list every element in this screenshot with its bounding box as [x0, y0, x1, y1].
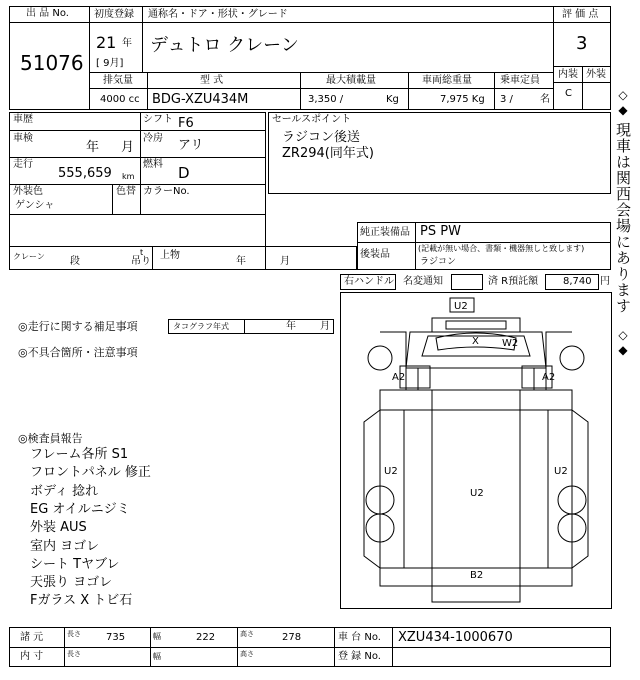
tacho-month-unit: 月: [320, 321, 330, 332]
displacement-value: 4000 cc: [100, 94, 140, 105]
crane-lift-top: t: [140, 248, 144, 257]
capacity-unit: 名: [540, 94, 550, 105]
crane-label: クレーン: [13, 252, 45, 261]
gvw-value: 7,975 Kg: [440, 94, 485, 105]
report-line: ボディ 捻れ: [30, 484, 99, 499]
diagram-mark-rear: B2: [470, 570, 484, 581]
equipment-label: 純正装備品: [360, 227, 410, 238]
driving-notes-label: ◎走行に関する補足事項: [18, 320, 138, 333]
sales-line-2: ZR294(同年式): [282, 146, 374, 161]
capacity-value: 3 /: [500, 94, 513, 105]
diagram-mark-glass: X: [472, 336, 479, 347]
color-value: ゲンシャ: [15, 200, 55, 211]
chassis-label: 車 台 No.: [338, 632, 381, 643]
exterior-label: 外装: [586, 69, 606, 80]
fuel-label: 燃料: [143, 159, 163, 170]
mileage-label: 走行: [13, 159, 33, 170]
width-label: 幅: [153, 632, 161, 641]
fuel-value: D: [178, 164, 190, 182]
shift-value: F6: [178, 116, 194, 131]
shift-label: シフト: [143, 114, 173, 125]
interior-grade: C: [565, 88, 572, 99]
lot-label: 出 品 No.: [26, 8, 69, 19]
recycle-amount: 8,740: [563, 276, 592, 287]
chassis-value: XZU434-1000670: [398, 630, 513, 645]
sales-label: セールスポイント: [272, 114, 352, 125]
displacement-label: 排気量: [103, 75, 133, 86]
model-label: 通称名・ドア・形状・グレード: [148, 9, 288, 20]
diagram-mark-left-front: A2: [392, 372, 406, 383]
history-label: 車歴: [13, 114, 33, 125]
inner-height-label: 高さ: [240, 650, 254, 658]
diagram-mark-left-side: U2: [384, 466, 398, 477]
right-handle: 右ハンドル: [344, 276, 394, 287]
report-line: フロントパネル 修正: [30, 465, 151, 480]
reg-month: [ 9月]: [96, 58, 124, 69]
report-line: 外装 AUS: [30, 520, 87, 535]
length-value: 735: [106, 632, 126, 643]
recycle-yen: 円: [600, 276, 610, 287]
aftermarket-value: ラジコン: [420, 257, 457, 267]
score-value: 3: [576, 33, 588, 54]
upper-year-unit: 年: [236, 256, 246, 267]
type-value: BDG-XZU434M: [152, 92, 249, 107]
upper-month-unit: 月: [280, 256, 290, 267]
side-marks-bottom: ◇◆: [616, 328, 630, 358]
interior-label: 内装: [558, 69, 578, 80]
equipment-value: PS PW: [420, 224, 461, 239]
mileage-value: 555,659: [58, 166, 112, 181]
height-value: 278: [282, 632, 302, 643]
load-value: 3,350 /: [308, 94, 344, 105]
dims-label: 諸 元: [20, 632, 44, 643]
inner-width-label: 幅: [153, 652, 161, 661]
inspection-month-unit: 月: [121, 140, 135, 155]
sales-line-1: ラジコン後送: [282, 130, 361, 145]
recycle-label: 済 R預託額: [488, 276, 539, 287]
mileage-unit: km: [122, 172, 135, 181]
color-label: 外装色: [13, 186, 43, 197]
diagram-mark-top: U2: [454, 301, 468, 312]
lot-number: 51076: [20, 51, 84, 75]
color-code-label: カラーNo.: [143, 186, 190, 197]
diagram-mark-right-side: U2: [554, 466, 568, 477]
inner-length-label: 長さ: [67, 650, 81, 658]
ac-value: アリ: [178, 138, 204, 153]
length-label: 長さ: [67, 630, 81, 638]
diagram-mark-right-front: A2: [542, 372, 556, 383]
report-line: EG オイルニジミ: [30, 502, 130, 517]
first-reg-label: 初度登録: [94, 9, 134, 20]
tachograph-label: タコグラフ年式: [173, 322, 229, 331]
load-unit: Kg: [386, 94, 399, 105]
ac-label: 冷房: [143, 133, 163, 144]
tacho-year-unit: 年: [286, 321, 296, 332]
upper-label: 上物: [160, 250, 180, 261]
side-notice-text: 現車は関西会場にあります: [614, 122, 632, 314]
color-change-label: 色替: [116, 186, 136, 197]
aftermarket-label: 後装品: [360, 249, 390, 260]
side-marks-top: ◇◆: [616, 88, 630, 118]
capacity-label: 乗車定員: [500, 75, 540, 86]
defects-label: ◎不具合箇所・注意事項: [18, 346, 138, 359]
report-line: Fガラス X トビ石: [30, 593, 133, 608]
inspection-label: 車検: [13, 133, 33, 144]
type-label: 型 式: [200, 75, 224, 86]
reg-year: 21: [96, 33, 117, 52]
crane-stage-unit: 段: [70, 256, 80, 267]
reg-year-unit: 年: [122, 38, 132, 49]
load-label: 最大積載量: [326, 75, 376, 86]
width-value: 222: [196, 632, 216, 643]
report-line: シート Tヤブレ: [30, 557, 120, 572]
report-line: フレーム各所 S1: [30, 447, 129, 462]
vehicle-damage-diagram: [340, 292, 612, 609]
diagram-mark-bed: U2: [470, 488, 484, 499]
report-line: 天張り ヨゴレ: [30, 575, 113, 590]
registration-label: 登 録 No.: [338, 651, 381, 662]
score-label: 評 価 点: [562, 9, 599, 20]
inner-dims-label: 内 寸: [20, 651, 44, 662]
report-line: 室内 ヨゴレ: [30, 539, 100, 554]
model-name: デュトロ クレーン: [150, 35, 299, 56]
crane-lift-unit: 吊り: [131, 256, 151, 267]
aftermarket-note: (記載が無い場合、書類・機器無しと致します): [418, 244, 585, 253]
inspection-year-unit: 年: [86, 140, 100, 155]
gvw-label: 車両総重量: [422, 75, 472, 86]
height-label: 高さ: [240, 630, 254, 638]
name-change-label: 名変通知: [403, 276, 443, 287]
diagram-mark-w2: W2: [502, 338, 519, 349]
inspector-label: ◎検査員報告: [18, 432, 83, 445]
